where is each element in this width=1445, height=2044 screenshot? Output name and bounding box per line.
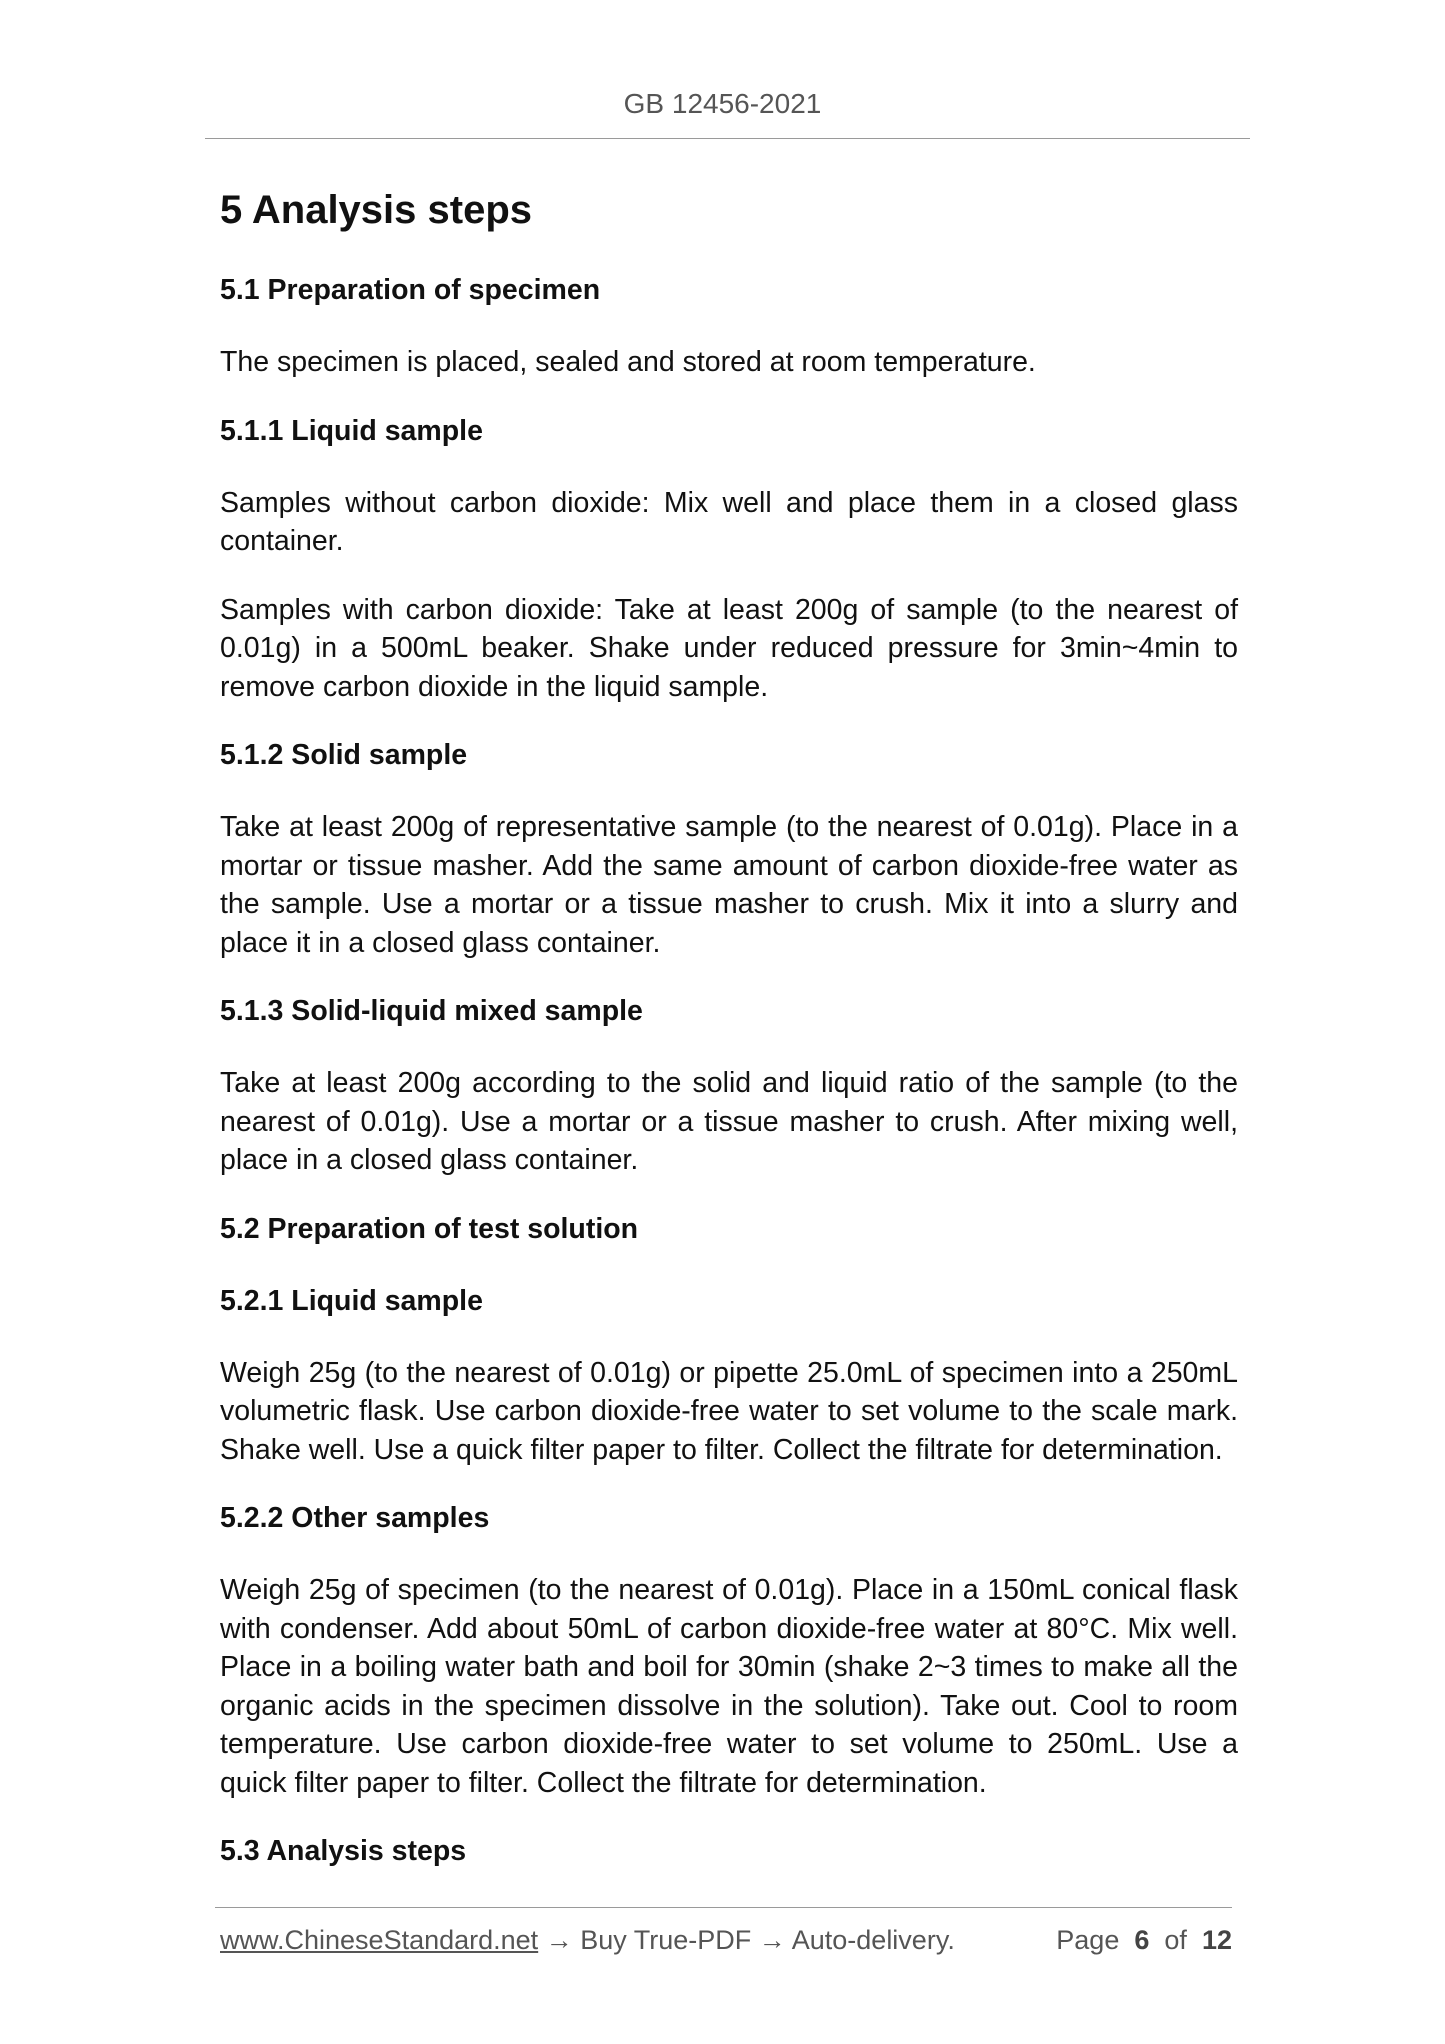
footer-tagline: → Buy True-PDF → Auto-delivery. (538, 1925, 955, 1955)
of-label: of (1164, 1925, 1187, 1955)
paragraph: The specimen is placed, sealed and stored at room temperature. (220, 346, 1036, 378)
document-id-header: GB 12456-2021 (623, 88, 822, 119)
paragraph: Weigh 25g (to the nearest of 0.01g) or pipette 25.0mL of specimen into a 250mL volumetric flask. Use carbon dioxide-free water to set volume to the scale mark. Shake well. Use a quick filter paper to filter. Collect the filtrate for determination. (220, 1356, 1238, 1466)
subsection-heading: 5.1.2 Solid sample (220, 739, 468, 771)
paragraph: Take at least 200g according to the solid and liquid ratio of the sample (to the nearest of 0.01g). Use a mortar or a tissue masher to crush. After mixing well, place in a closed glass container. (220, 1067, 1238, 1176)
footer-divider (215, 1907, 1232, 1908)
subsection-heading: 5.3 Analysis steps (220, 1835, 467, 1867)
total-pages: 12 (1201, 1925, 1232, 1955)
header-divider (205, 138, 1250, 139)
subsection-heading: 5.2.1 Liquid sample (220, 1284, 483, 1317)
page-number (1056, 1925, 1232, 1956)
website-link[interactable]: www.ChineseStandard.net (220, 1925, 539, 1955)
footer-promo (220, 1925, 955, 1956)
subsection-heading: 5.1 Preparation of specimen (220, 274, 601, 306)
subsection-heading: 5.2 Preparation of test solution (220, 1212, 639, 1245)
paragraph: Samples without carbon dioxide: Mix well and place them in a closed glass container. (220, 486, 1238, 557)
page-content (220, 180, 1238, 1904)
subsection-heading: 5.2.2 Other samples (220, 1502, 490, 1534)
subsection-heading: 5.1.3 Solid-liquid mixed sample (220, 995, 643, 1027)
section-title: 5 Analysis steps (220, 188, 533, 232)
page-label: Page (1056, 1925, 1120, 1955)
paragraph: Samples with carbon dioxide: Take at least 200g of sample (to the nearest of 0.01g) in a 500mL beaker. Shake under reduced pressure for 3min~4min to remove carbon dioxide in the liquid sample. (220, 593, 1238, 703)
paragraph: Weigh 25g of specimen (to the nearest of 0.01g). Place in a 150mL conical flask with condenser. Add about 50mL of carbon dioxide-free water at 80°C. Mix well. Place in a boiling water bath and boil for 30min (shake 2~3 times to make all the organic acids in the specimen dissolve in the solution). Take out. Cool to room temperature. Use carbon dioxide-free water to set volume to 250mL. Use a quick filter paper to filter. Collect the filtrate for determination. (220, 1574, 1238, 1799)
subsection-heading: 5.1.1 Liquid sample (220, 414, 483, 447)
paragraph: Take at least 200g of representative sample (to the nearest of 0.01g). Place in a mortar or tissue masher. Add the same amount of carbon dioxide-free water as the sample. Use a mortar or a tissue masher to crush. Mix it into a slurry and place it in a closed glass container. (220, 811, 1238, 959)
current-page: 6 (1134, 1925, 1150, 1955)
